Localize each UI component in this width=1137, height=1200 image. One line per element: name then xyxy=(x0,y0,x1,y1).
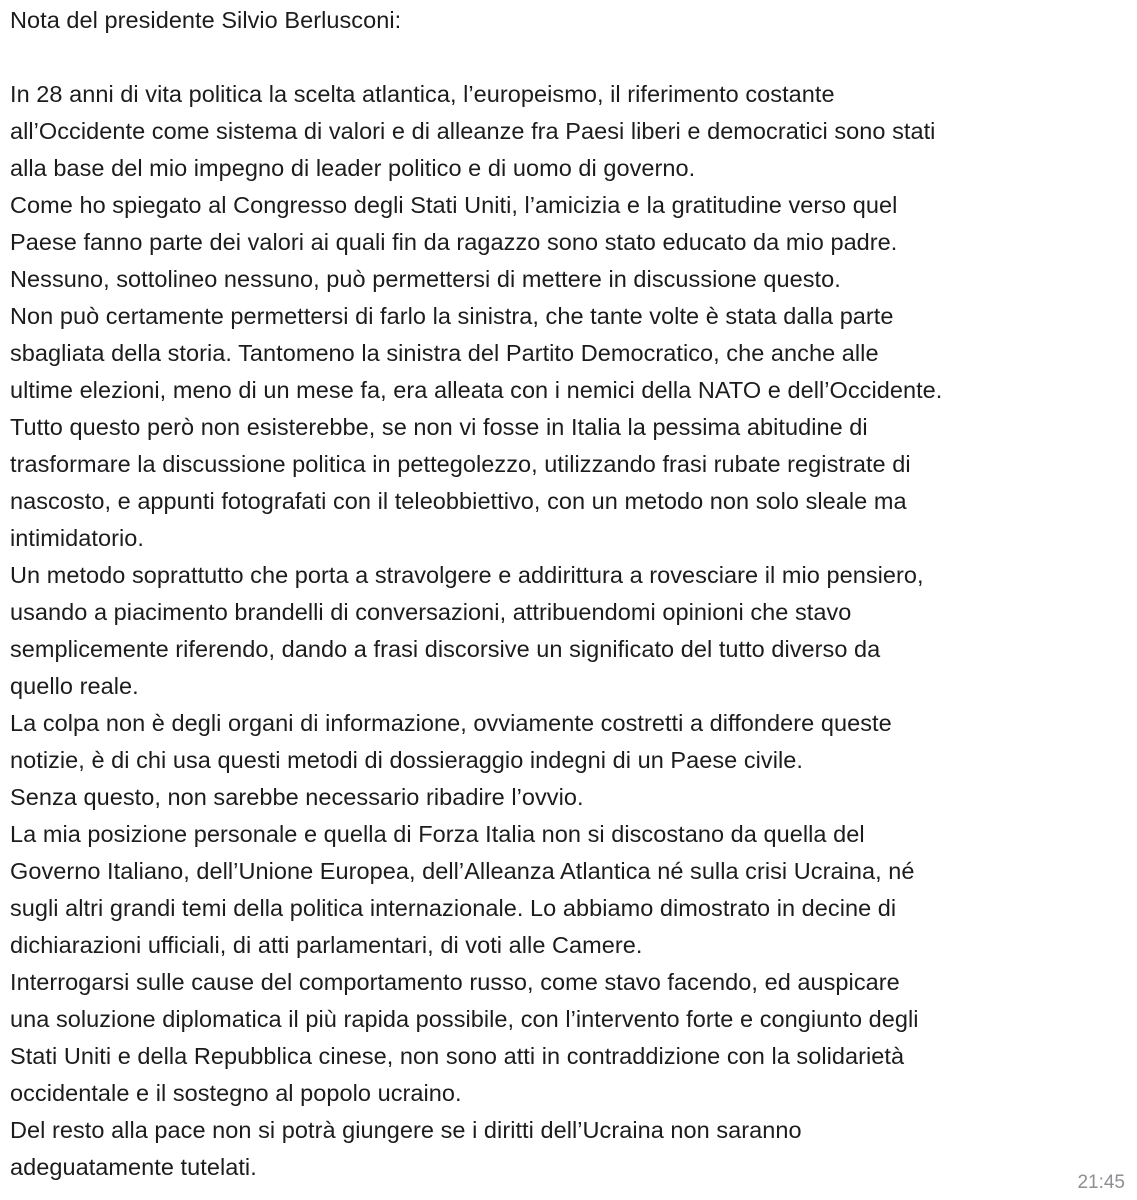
message-line: Tutto questo però non esisterebbe, se non vi fosse in Italia la pessima abitudine di xyxy=(10,414,868,440)
message-line: Un metodo soprattutto che porta a stravolgere e addirittura a rovesciare il mio pensiero, xyxy=(10,562,924,588)
message-line: Stati Uniti e della Repubblica cinese, non sono atti in contraddizione con la solidarietà xyxy=(10,1043,905,1069)
message-line: Paese fanno parte dei valori ai quali fin da ragazzo sono stato educato da mio padre. xyxy=(10,229,898,255)
message-line: trasformare la discussione politica in pettegolezzo, utilizzando frasi rubate registrate di xyxy=(10,451,911,477)
message-line: una soluzione diplomatica il più rapida possibile, con l’intervento forte e congiunto degli xyxy=(10,1006,919,1032)
message-line xyxy=(10,39,1132,76)
message-line: nascosto, e appunti fotografati con il teleobbiettivo, con un metodo non solo sleale ma xyxy=(10,488,907,514)
message-line: ultime elezioni, meno di un mese fa, era alleata con i nemici della NATO e dell’Occidente. xyxy=(10,377,943,403)
message-line: La colpa non è degli organi di informazione, ovviamente costretti a diffondere queste xyxy=(10,710,892,736)
message-line: Del resto alla pace non si potrà giungere se i diritti dell’Ucraina non saranno xyxy=(10,1117,802,1143)
message-line: sugli altri grandi temi della politica internazionale. Lo abbiamo dimostrato in decine di xyxy=(10,895,897,921)
message-timestamp: 21:45 xyxy=(1077,1172,1125,1193)
message-line: intimidatorio. xyxy=(10,525,144,551)
message-line: In 28 anni di vita politica la scelta atlantica, l’europeismo, il riferimento costante xyxy=(10,81,835,107)
message-line: Non può certamente permettersi di farlo la sinistra, che tante volte è stata dalla parte xyxy=(10,303,894,329)
message-line: Governo Italiano, dell’Unione Europea, dell’Alleanza Atlantica né sulla crisi Ucraina, né xyxy=(10,858,915,884)
message-line: alla base del mio impegno di leader politico e di uomo di governo. xyxy=(10,155,696,181)
message-line: notizie, è di chi usa questi metodi di dossieraggio indegni di un Paese civile. xyxy=(10,747,803,773)
message-line: quello reale. xyxy=(10,673,139,699)
message-line: usando a piacimento brandelli di conversazioni, attribuendomi opinioni che stavo xyxy=(10,599,852,625)
message-line: Come ho spiegato al Congresso degli Stati Uniti, l’amicizia e la gratitudine verso quel xyxy=(10,192,898,218)
message-text xyxy=(10,2,1132,1186)
message-line: Interrogarsi sulle cause del comportamento russo, come stavo facendo, ed auspicare xyxy=(10,969,900,995)
message-line: Nessuno, sottolineo nessuno, può permettersi di mettere in discussione questo. xyxy=(10,266,841,292)
message-line: Nota del presidente Silvio Berlusconi: xyxy=(10,7,402,33)
message-line: adeguatamente tutelati. xyxy=(10,1154,257,1180)
message-line: La mia posizione personale e quella di Forza Italia non si discostano da quella del xyxy=(10,821,865,847)
message-line: occidentale e il sostegno al popolo ucraino. xyxy=(10,1080,462,1106)
message-line: sbagliata della storia. Tantomeno la sinistra del Partito Democratico, che anche alle xyxy=(10,340,879,366)
message-line: semplicemente riferendo, dando a frasi discorsive un significato del tutto diverso da xyxy=(10,636,881,662)
message-line: all’Occidente come sistema di valori e di alleanze fra Paesi liberi e democratici sono stati xyxy=(10,118,936,144)
message-line: dichiarazioni ufficiali, di atti parlamentari, di voti alle Camere. xyxy=(10,932,643,958)
message-line: Senza questo, non sarebbe necessario ribadire l’ovvio. xyxy=(10,784,584,810)
